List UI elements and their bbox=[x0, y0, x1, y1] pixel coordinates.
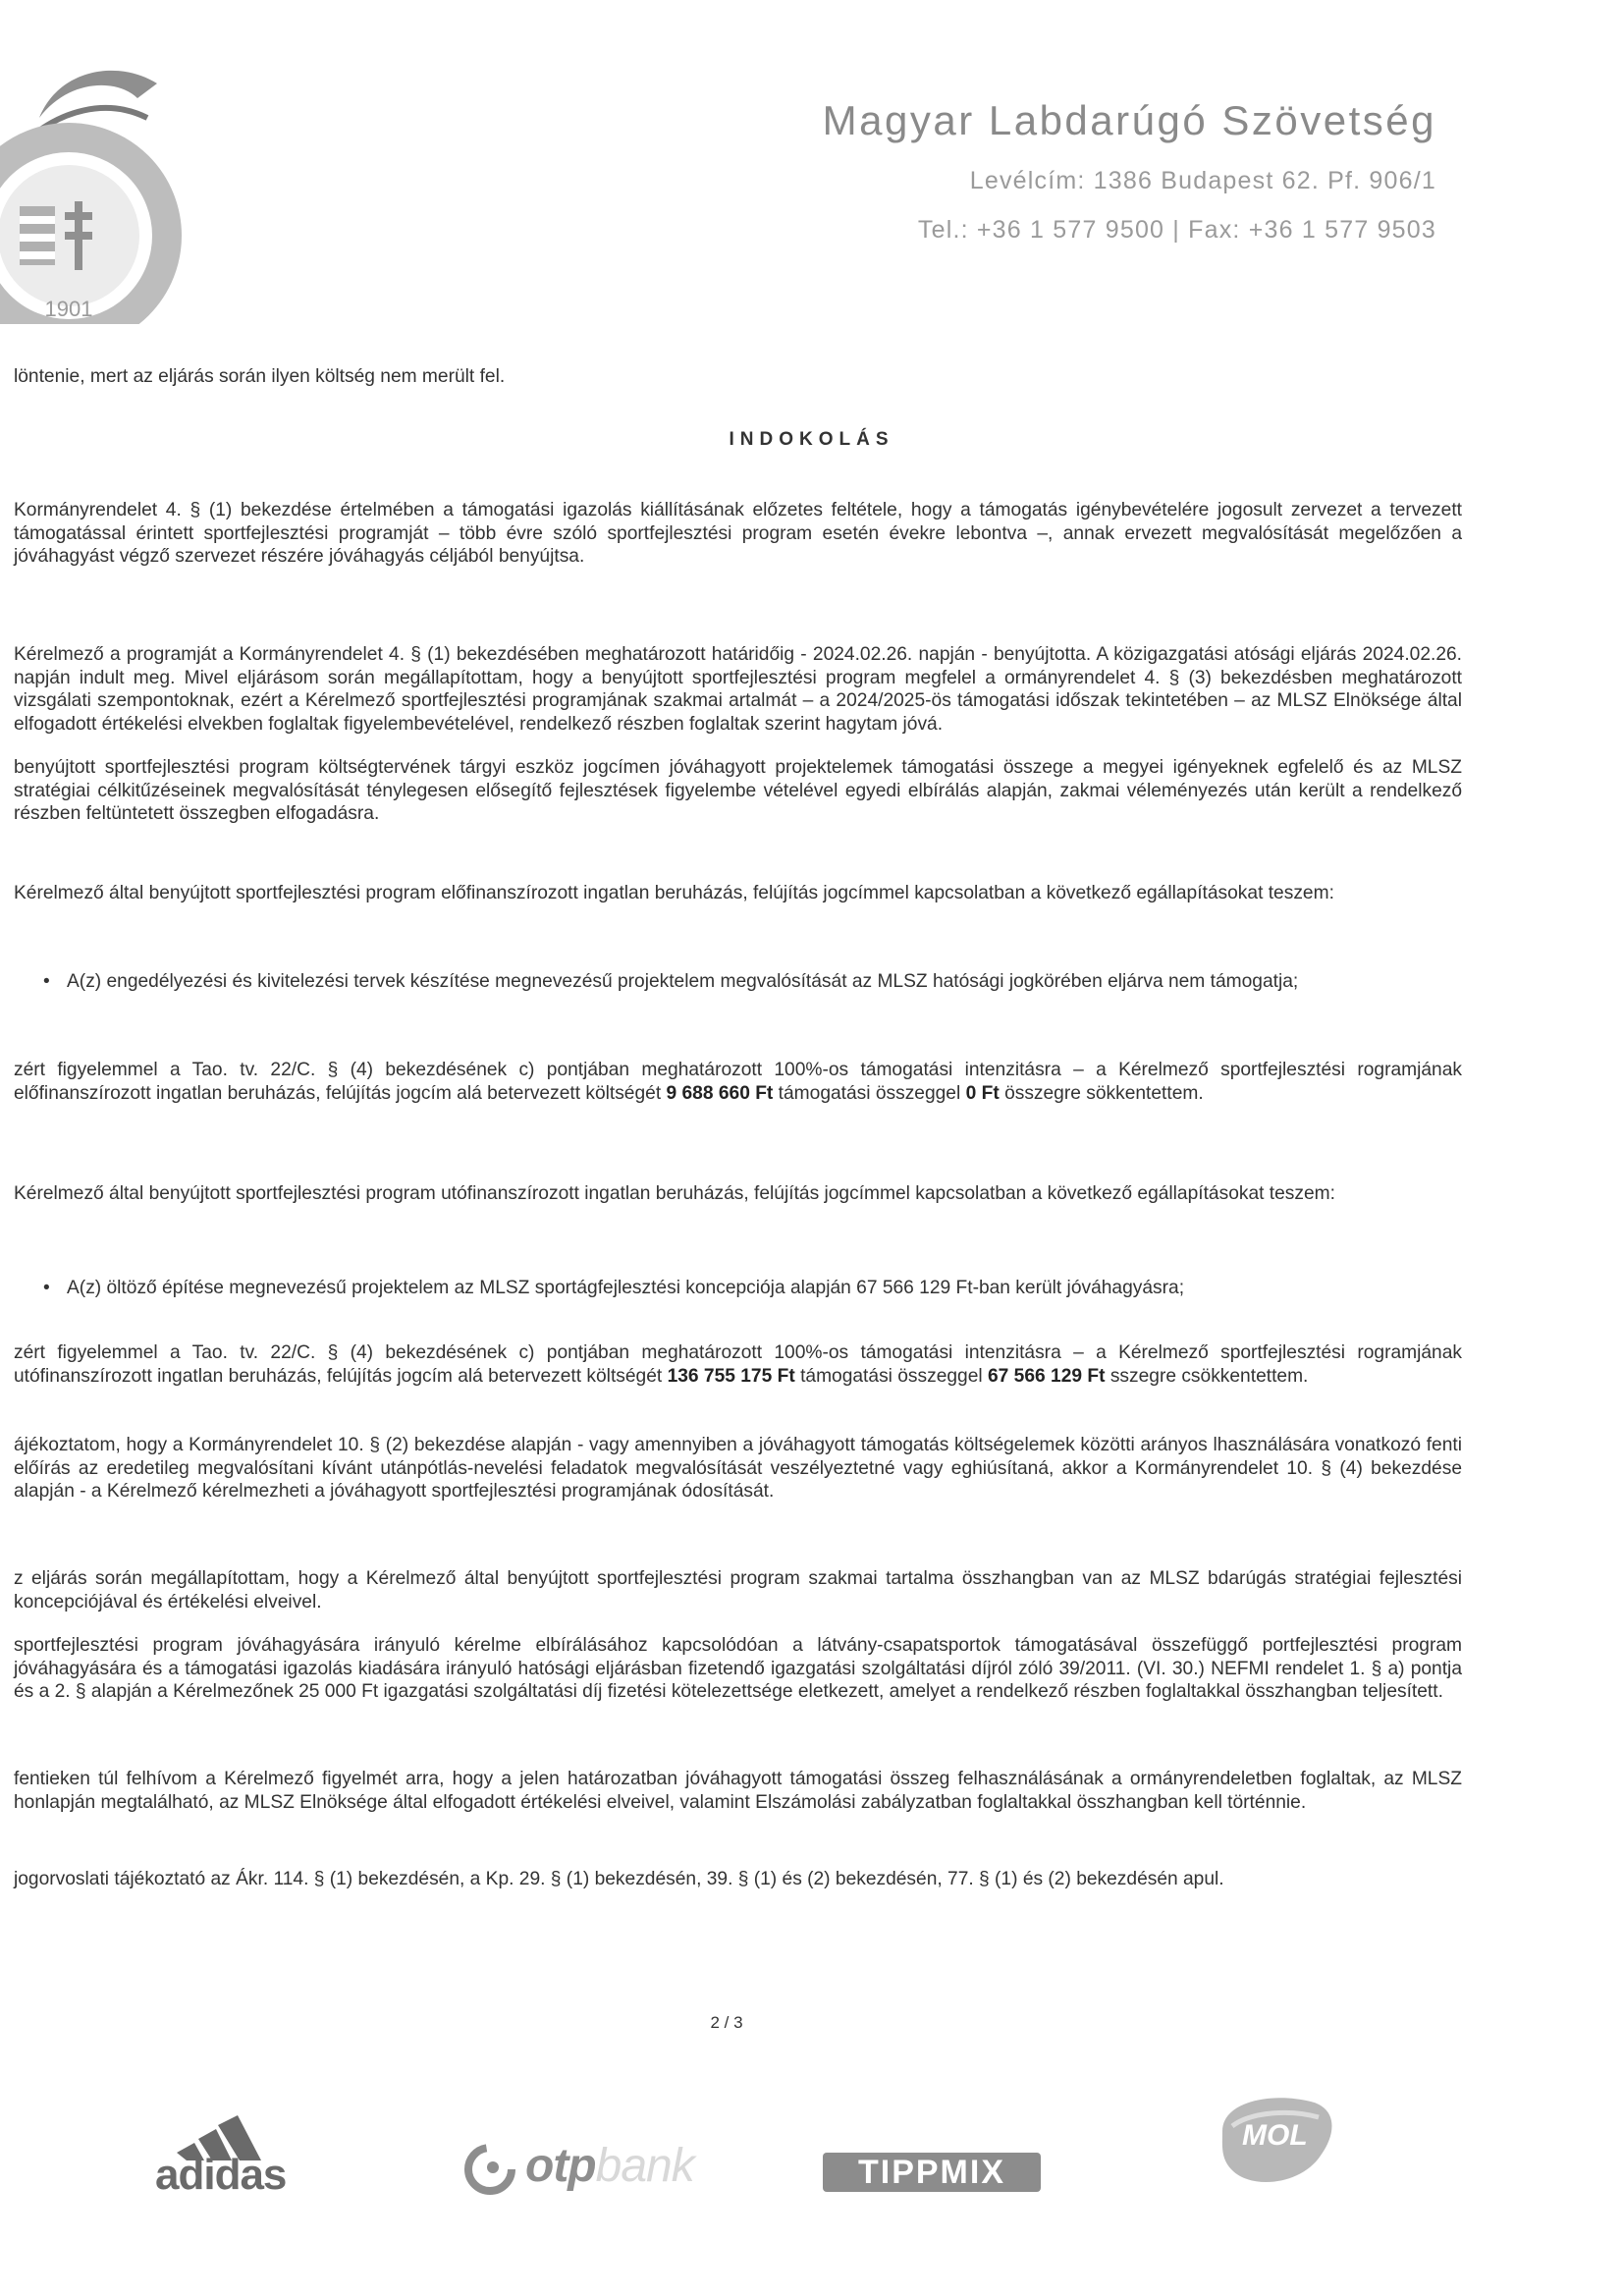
tippmix-logo: TIPPMIX bbox=[823, 2153, 1041, 2192]
paragraph-6: Kérelmező által benyújtott sportfejlesztési program utófinanszírozott ingatlan beruházás, felújítás jogcímmel kapcsolatban a következő egállapításokat teszem: bbox=[14, 1183, 1335, 1204]
bullet-item-2 bbox=[43, 1277, 1437, 1300]
paragraph-5-text-c: összegre sökkentettem. bbox=[1004, 1082, 1204, 1104]
paragraph-5 bbox=[14, 1059, 1462, 1105]
org-contact: Tel.: +36 1 577 9500 | Fax: +36 1 577 9503 bbox=[917, 216, 1436, 244]
otpbank-logo bbox=[525, 2139, 694, 2193]
paragraph-12: jogorvoslati tájékoztató az Ákr. 114. § (1) bekezdésén, a Kp. 29. § (1) bekezdésén, 39. § (1) és (2) bekezdésén, 77. § (1) és (2) bekezdésén apul. bbox=[14, 1869, 1224, 1889]
paragraph-3: benyújtott sportfejlesztési program költségtervének tárgyi eszköz jogcímen jóváhagyott projektelemek támogatási összege a megyei igényeknek egfelelő és az MLSZ stratégiai célkitűzéseinek megvalósítását ténylegesen elősegítő fejlesztések figyelembe vételével egyedi elbírálás alapján, zakmai véleményezés után került a rendelkező részben feltüntetett összegben elfogadásra. bbox=[14, 757, 1462, 824]
paragraph-2: Kérelmező a programját a Kormányrendelet 4. § (1) bekezdésében meghatározott határidőig - 2024.02.26. napján - benyújtotta. A közigazgatási atósági eljárás 2024.02.26. napján indult meg. Mivel eljárásom során megállapítottam, hogy a benyújtott sportfejlesztési program megfelel a ormányrendelet 4. § (3) bekezdésben meghatározott vizsgálati szempontoknak, ezért a Kérelmező sportfejlesztési programjának szakmai artalmát – a 2024/2025-ös támogatási időszak tekintetében – az MLSZ Elnöksége által elfogadott értékelési elvekben foglaltak figyelembevételével, rendelkező részben foglaltak szerint hagytam jóvá. bbox=[14, 644, 1462, 735]
org-letterhead bbox=[823, 96, 1436, 247]
paragraph-7-text-b: támogatási összeggel bbox=[800, 1365, 983, 1387]
paragraph-4: Kérelmező által benyújtott sportfejlesztési program előfinanszírozott ingatlan beruházás, felújítás jogcímmel kapcsolatban a következő egállapításokat teszem: bbox=[14, 883, 1334, 903]
section-heading: INDOKOLÁS bbox=[729, 429, 894, 450]
mlsz-seal-logo bbox=[0, 39, 187, 324]
page-number: 2 / 3 bbox=[710, 2013, 743, 2032]
bank-text: bank bbox=[595, 2140, 694, 2192]
paragraph-1: Kormányrendelet 4. § (1) bekezdése értelmében a támogatási igazolás kiállításának előzetes feltétele, hogy a támogatás igénybevételére jogosult zervezet a tervezett támogatással érintett sportfejlesztési programját – több évre szóló sportfejlesztési program esetén évekre lebontva –, annak ervezett megvalósítását megelőzően a jóváhagyást végző szervezet részére jóváhagyás céljából benyújtsa. bbox=[14, 500, 1462, 567]
intro-line: löntenie, mert az eljárás során ilyen költség nem merült fel. bbox=[14, 366, 506, 387]
paragraph-7-text-c: sszegre csökkentettem. bbox=[1109, 1365, 1309, 1387]
amount-approved-postfinanced: 67 566 129 Ft bbox=[988, 1365, 1106, 1387]
adidas-logo: adidas bbox=[155, 2151, 287, 2199]
bullet-item-1 bbox=[43, 970, 1437, 994]
paragraph-5-text-b: támogatási összeggel bbox=[778, 1082, 961, 1104]
otp-swirl-icon bbox=[461, 2141, 518, 2198]
org-name: Magyar Labdarúgó Szövetség bbox=[822, 97, 1436, 143]
paragraph-10: sportfejlesztési program jóváhagyására irányuló kérelme elbírálásához kapcsolódóan a látvány-csapatsportok támogatásával összefüggő portfejlesztési program jóváhagyására és a támogatási igazolás kiadására irányuló hatósági eljárásban fizetendő igazgatási szolgáltatási díjról zóló 39/2011. (VI. 30.) NEFMI rendelet 1. § a) pontja és a 2. § alapján a Kérelmezőnek 25 000 Ft igazgatási szolgáltatási díj fizetési kötelezettsége eletkezett, amelyet a rendelkező részben foglaltakkal összhangban teljesített. bbox=[14, 1635, 1462, 1702]
amount-planned-postfinanced: 136 755 175 Ft bbox=[667, 1365, 795, 1387]
amount-approved-prefinanced: 0 Ft bbox=[965, 1082, 1000, 1104]
bullet-text: A(z) engedélyezési és kivitelezési tervek készítése megnevezésű projektelem megvalósítását az MLSZ hatósági jogkörében eljárva nem támogatja; bbox=[67, 971, 1299, 992]
paragraph-11: fentieken túl felhívom a Kérelmező figyelmét arra, hogy a jelen határozatban jóváhagyott támogatási összeg felhasználásának a ormányrendeletben foglaltak, az MLSZ honlapján megtalálható, az MLSZ Elnöksége által elfogadott értékelési elveivel, valamint Elszámolási zabályzatban foglaltakkal összhangban kell történnie. bbox=[14, 1769, 1462, 1813]
org-address: Levélcím: 1386 Budapest 62. Pf. 906/1 bbox=[969, 167, 1436, 194]
bullet-text: A(z) öltöző építése megnevezésű projektelem az MLSZ sportágfejlesztési koncepciója alapján 67 566 129 Ft-ban került jóváhagyásra; bbox=[67, 1278, 1185, 1298]
paragraph-8: ájékoztatom, hogy a Kormányrendelet 10. § (2) bekezdése alapján - vagy amennyiben a jóváhagyott támogatás költségelemek közötti arányos lhasználására vonatkozó fenti előírás az eredetileg megvalósítani kívánt utánpótlás-nevelési feladatok megvalósítását veszélyeztetné vagy eghiúsítaná, akkor a Kormányrendelet 10. § (4) bekezdése alapján - a Kérelmező kérelmezheti a jóváhagyott sportfejlesztési programjának ódosítását. bbox=[14, 1435, 1462, 1502]
bullet-dot: • bbox=[43, 971, 50, 992]
otp-text: otp bbox=[525, 2140, 596, 2192]
seal-year: 1901 bbox=[44, 297, 93, 321]
paragraph-7 bbox=[14, 1341, 1462, 1388]
amount-planned-prefinanced: 9 688 660 Ft bbox=[666, 1082, 774, 1104]
mol-logo: MOL bbox=[1242, 2119, 1308, 2152]
paragraph-5-text-a: zért figyelemmel a Tao. tv. 22/C. § (4) bekezdésének c) pontjában meghatározott 100%-os támogatási intenzitásra – a Kérelmező sportfejlesztési rogramjának előfinanszírozott ingatlan beruházás, felújítás jogcím alá betervezett költségét bbox=[14, 1060, 1462, 1104]
paragraph-9: z eljárás során megállapítottam, hogy a Kérelmező által benyújtott sportfejlesztési program szakmai tartalma összhangban van az MLSZ bdarúgás stratégiai fejlesztési koncepciójával és értékelési elveivel. bbox=[14, 1568, 1462, 1613]
paragraph-7-text-a: zért figyelemmel a Tao. tv. 22/C. § (4) bekezdésének c) pontjában meghatározott 100%-os támogatási intenzitásra – a Kérelmező sportfejlesztési rogramjának utófinanszírozott ingatlan beruházás, felújítás jogcím alá betervezett költségét bbox=[14, 1342, 1462, 1387]
bullet-dot: • bbox=[43, 1278, 50, 1298]
